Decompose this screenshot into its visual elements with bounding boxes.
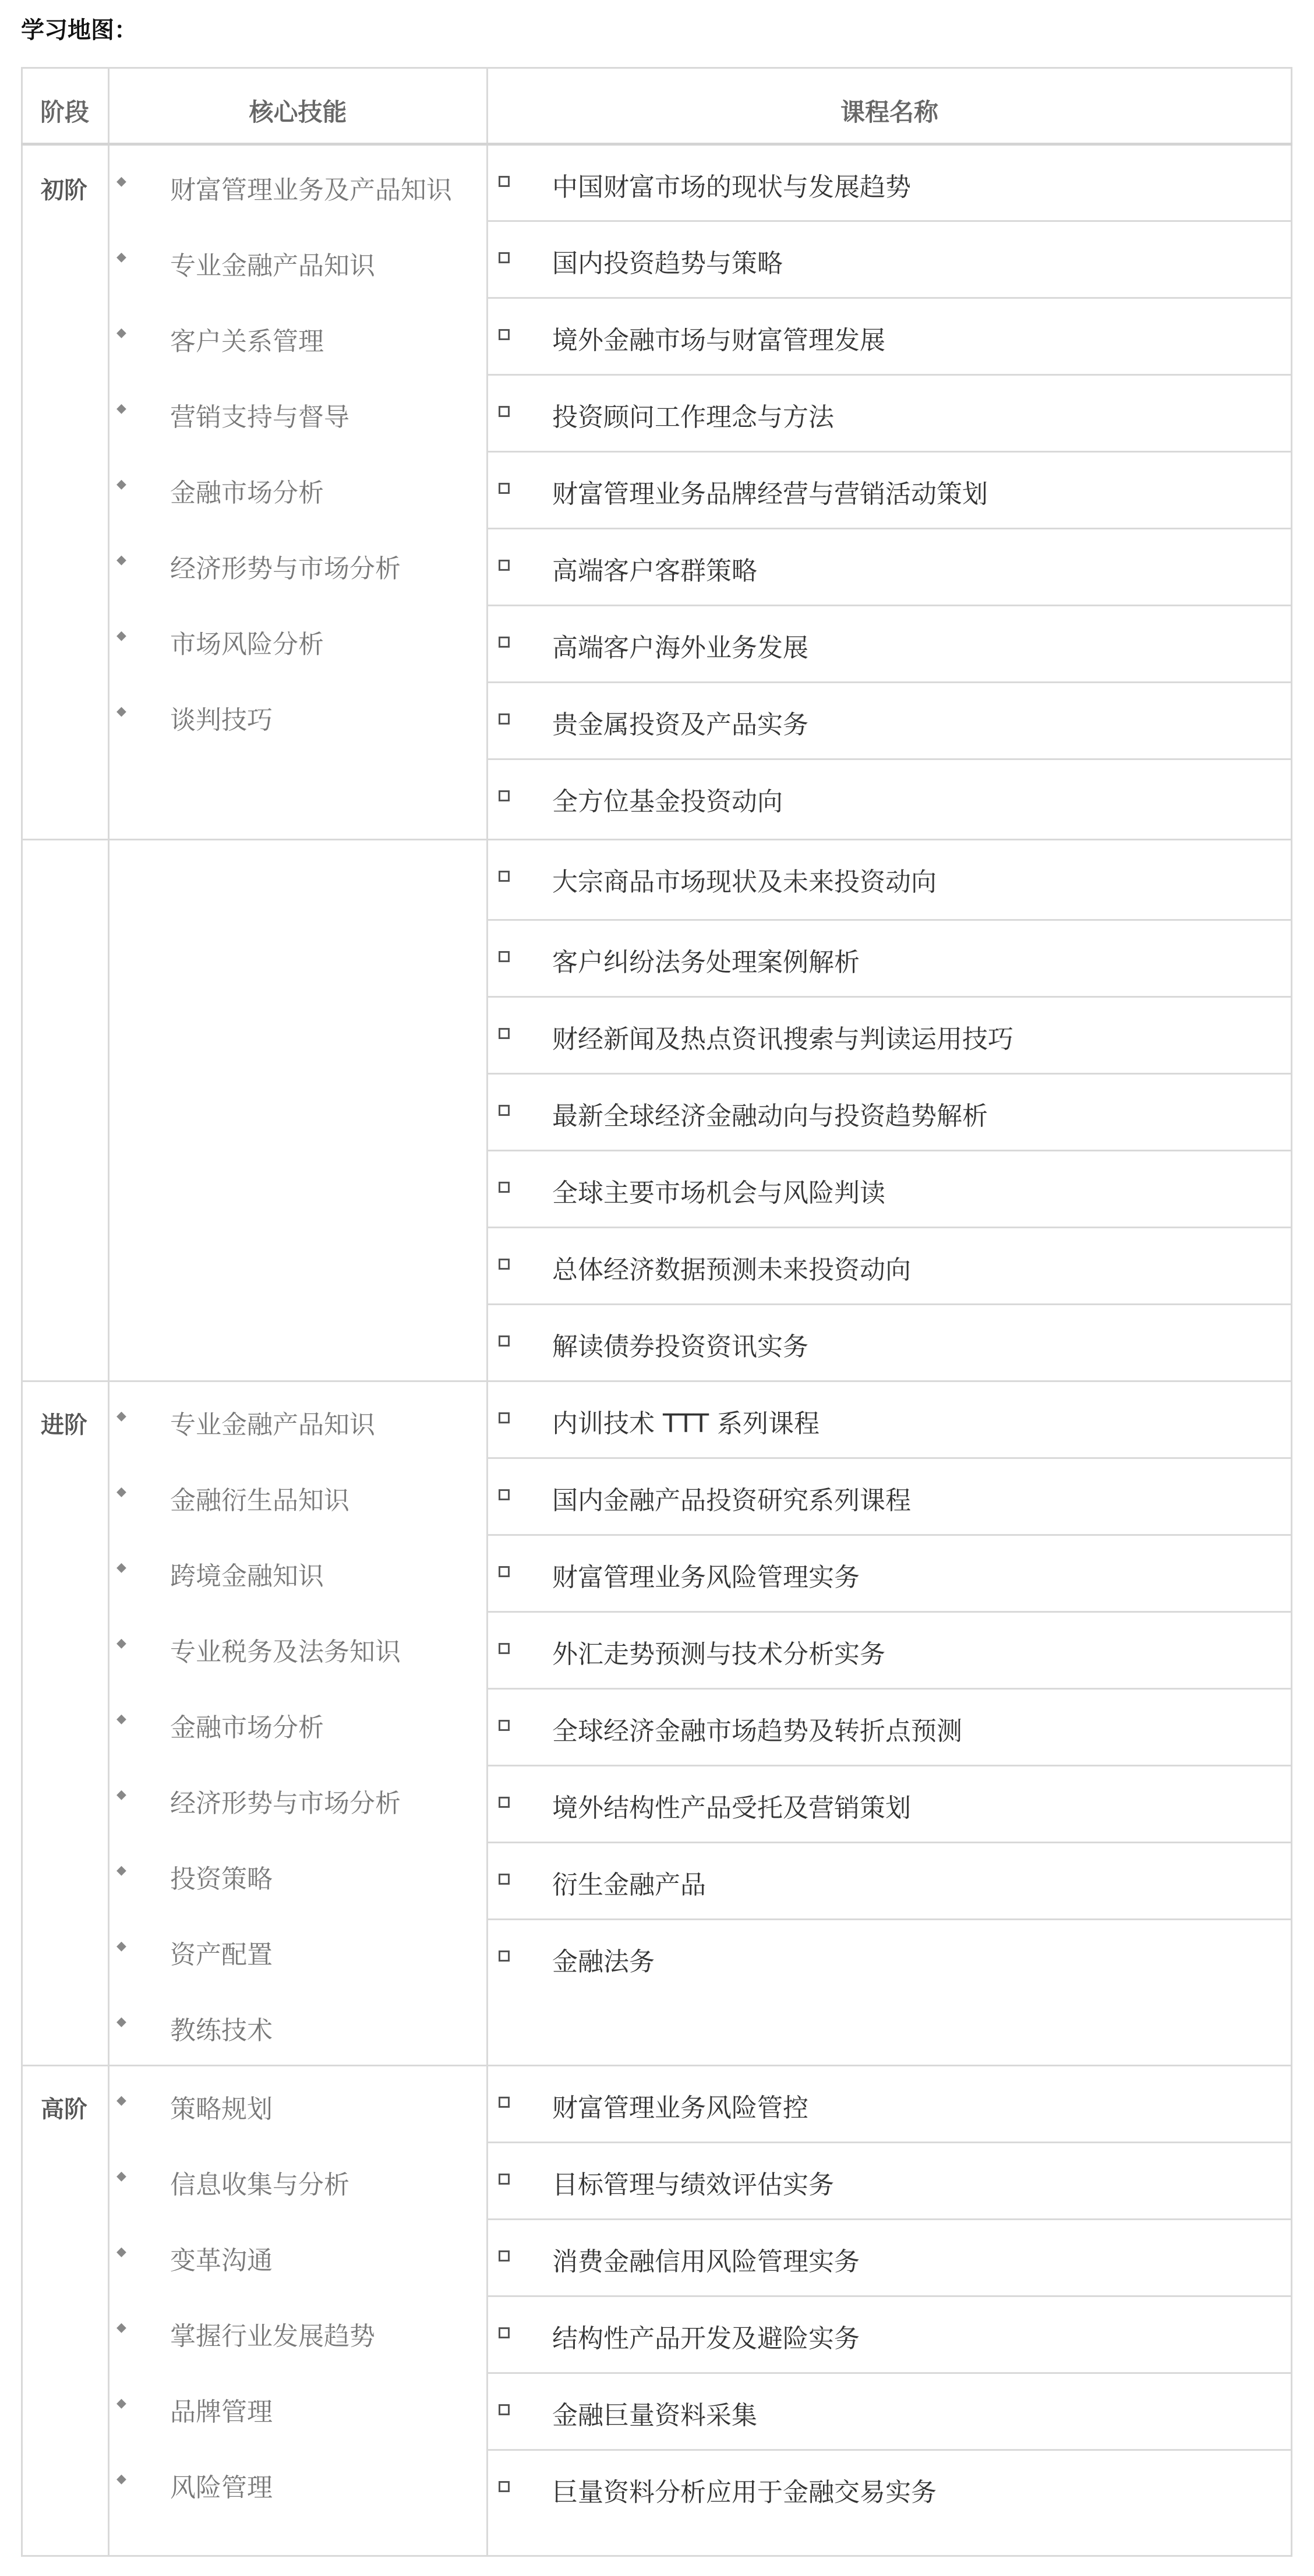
square-bullet-icon [499,1412,510,1423]
stage-name: 高阶 [41,2096,87,2123]
page-title: 学习地图： [21,17,137,44]
course-item: 境外金融市场与财富管理发展 [488,299,1291,374]
skill-item: ◆ 资产配置 [116,1939,273,1970]
course-item: 投资顾问工作理念与方法 [488,376,1291,451]
square-bullet-icon [499,2250,510,2261]
course-item: 境外结构性产品受托及营销策划 [488,1766,1291,1842]
square-bullet-icon [499,951,510,962]
square-bullet-icon [499,713,510,725]
skill-item: ◆ 风险管理 [116,2472,273,2503]
skill-item: ◆ 教练技术 [116,2015,273,2045]
square-bullet-icon [499,1489,510,1500]
square-bullet-icon [499,1950,510,1962]
skill-item: ◆ 专业税务及法务知识 [116,1636,401,1667]
course-item: 财经新闻及热点资讯搜索与判读运用技巧 [488,998,1291,1073]
course-item: 全球经济金融市场趋势及转折点预测 [488,1690,1291,1765]
diamond-bullet-icon: ◆ [116,2245,126,2259]
square-bullet-icon [499,406,510,417]
square-bullet-icon [499,1028,510,1039]
skill-item: ◆ 财富管理业务及产品知识 [116,174,452,205]
course-item: 全方位基金投资动向 [488,760,1291,836]
square-bullet-icon [499,1720,510,1731]
skill-item: ◆ 掌握行业发展趋势 [116,2320,375,2351]
square-bullet-icon [499,871,510,882]
course-item: 金融法务 [488,1920,1291,1996]
skill-item: ◆ 客户关系管理 [116,326,324,356]
square-bullet-icon [499,1643,510,1654]
square-bullet-icon [499,2174,510,2185]
course-item: 全球主要市场机会与风险判读 [488,1151,1291,1227]
stage-name: 初阶 [41,177,87,204]
square-bullet-icon [499,2327,510,2338]
course-item: 高端客户客群策略 [488,529,1291,605]
course-item: 财富管理业务品牌经营与营销活动策划 [488,453,1291,528]
diamond-bullet-icon: ◆ [116,2396,126,2411]
diamond-bullet-icon: ◆ [116,1409,126,1423]
skill-item: ◆ 经济形势与市场分析 [116,1787,401,1818]
square-bullet-icon [499,252,510,263]
diamond-bullet-icon: ◆ [116,1485,126,1499]
header-stage: 阶段 [40,98,89,126]
course-item: 国内金融产品投资研究系列课程 [488,1459,1291,1535]
course-item: 中国财富市场的现状与发展趋势 [488,146,1291,221]
diamond-bullet-icon: ◆ [116,628,126,643]
diamond-bullet-icon: ◆ [116,1560,126,1575]
square-bullet-icon [499,1797,510,1808]
course-item: 衍生金融产品 [488,1843,1291,1919]
course-item: 大宗商品市场现状及未来投资动向 [488,840,1291,916]
skill-item: ◆ 专业金融产品知识 [116,250,375,281]
diamond-bullet-icon: ◆ [116,1787,126,1802]
square-bullet-icon [499,2404,510,2415]
course-item: 目标管理与绩效评估实务 [488,2143,1291,2219]
square-bullet-icon [499,790,510,801]
course-item: 贵金属投资及产品实务 [488,683,1291,759]
course-item: 消费金融信用风险管理实务 [488,2220,1291,2296]
column-divider-stage-lower [108,2065,110,2557]
diamond-bullet-icon: ◆ [116,174,126,189]
course-item: 金融巨量资料采集 [488,2374,1291,2450]
skill-item: ◆ 金融市场分析 [116,477,324,508]
diamond-bullet-icon: ◆ [116,2472,126,2486]
diamond-bullet-icon: ◆ [116,1712,126,1726]
square-bullet-icon [499,637,510,648]
skill-item: ◆ 跨境金融知识 [116,1560,324,1591]
diamond-bullet-icon: ◆ [116,704,126,719]
course-item: 最新全球经济金融动向与投资趋势解析 [488,1075,1291,1150]
diamond-bullet-icon: ◆ [116,1636,126,1651]
diamond-bullet-icon: ◆ [116,2169,126,2183]
course-item: 结构性产品开发及避险实务 [488,2297,1291,2373]
skill-item: ◆ 经济形势与市场分析 [116,553,401,584]
skill-item: ◆ 信息收集与分析 [116,2169,349,2200]
diamond-bullet-icon: ◆ [116,2093,126,2108]
skill-item: ◆ 金融衍生品知识 [116,1485,349,1515]
square-bullet-icon [499,1566,510,1577]
diamond-bullet-icon: ◆ [116,1939,126,1953]
square-bullet-icon [499,1182,510,1193]
skill-item: ◆ 投资策略 [116,1863,273,1894]
diamond-bullet-icon: ◆ [116,401,126,416]
square-bullet-icon [499,2097,510,2108]
course-item: 解读债券投资资讯实务 [488,1305,1291,1381]
course-item: 外汇走势预测与技术分析实务 [488,1613,1291,1688]
header-skills: 核心技能 [249,98,347,126]
diamond-bullet-icon: ◆ [116,250,126,264]
skill-item: ◆ 策略规划 [116,2093,273,2124]
skill-item: ◆ 品牌管理 [116,2396,273,2427]
diamond-bullet-icon: ◆ [116,553,126,567]
square-bullet-icon [499,483,510,494]
skill-item: ◆ 金融市场分析 [116,1712,324,1743]
column-divider-stage [108,67,110,2065]
skill-item: ◆ 专业金融产品知识 [116,1409,375,1440]
square-bullet-icon [499,176,510,187]
course-item: 巨量资料分析应用于金融交易实务 [488,2451,1291,2526]
course-item: 客户纠纷法务处理案例解析 [488,921,1291,997]
skill-item: ◆ 营销支持与督导 [116,401,349,432]
course-item: 内训技术 TTT 系列课程 [488,1382,1291,1458]
stage-name: 进阶 [41,1412,87,1439]
course-item: 高端客户海外业务发展 [488,606,1291,682]
square-bullet-icon [499,329,510,340]
course-item: 国内投资趋势与策略 [488,222,1291,298]
diamond-bullet-icon: ◆ [116,477,126,492]
diamond-bullet-icon: ◆ [116,1863,126,1878]
square-bullet-icon [499,2481,510,2492]
course-item: 财富管理业务风险管控 [488,2066,1291,2142]
square-bullet-icon [499,1335,510,1347]
diamond-bullet-icon: ◆ [116,2015,126,2029]
skill-item: ◆ 谈判技巧 [116,704,273,735]
course-item: 财富管理业务风险管理实务 [488,1536,1291,1612]
skill-item: ◆ 变革沟通 [116,2245,273,2275]
square-bullet-icon [499,1105,510,1116]
square-bullet-icon [499,1874,510,1885]
course-item: 总体经济数据预测未来投资动向 [488,1228,1291,1304]
square-bullet-icon [499,1259,510,1270]
diamond-bullet-icon: ◆ [116,326,126,340]
header-courses: 课程名称 [840,98,938,126]
skill-item: ◆ 市场风险分析 [116,628,324,659]
square-bullet-icon [499,560,510,571]
diamond-bullet-icon: ◆ [116,2320,126,2335]
